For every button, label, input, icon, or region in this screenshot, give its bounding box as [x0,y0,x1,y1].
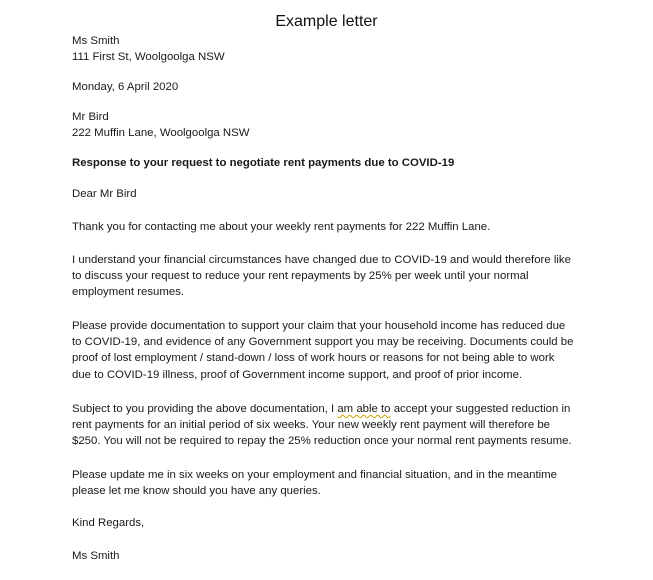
recipient-address: 222 Muffin Lane, Woolgoolga NSW [72,127,250,140]
paragraph-line: I understand your financial circumstances have changed due to COVID-19 and would therefore like [72,254,571,266]
paragraph-line: to discuss your request to reduce your rent repayments by 25% per week until your normal [72,270,529,283]
grammar-flagged-text[interactable]: am able to [337,403,391,415]
paragraph-line: Please update me in six weeks on your employment and financial situation, and in the meantime [72,469,558,481]
paragraph-2 [72,252,612,301]
recipient-block [72,109,612,141]
letter-date [72,79,612,95]
paragraph-line: due to COVID-19 illness, proof of Government income support, and proof of prior income. [72,368,523,381]
salutation [72,186,612,202]
paragraph-4 [72,401,612,450]
paragraph-line: to COVID-19, and evidence of any Government support you may be receiving. Documents could be [72,336,574,349]
line-text: accept your suggested reduction in [390,403,571,415]
paragraph-3 [72,318,612,383]
closing [72,515,612,531]
signature-text: Ms Smith [72,550,120,562]
signature [72,548,612,564]
line-text: Subject to you providing the above documentation, I [72,403,338,415]
paragraph-line: $250. You will not be required to repay the 25% reduction once your normal rent payments resume. [72,435,572,448]
paragraph-line: please let me know should you have any queries. [72,485,321,498]
paragraph-line: Thank you for contacting me about your weekly rent payments for 222 Muffin Lane. [72,221,491,233]
paragraph-line: rent payments for an initial period of six weeks. Your new weekly rent payment will therefore be [72,419,551,432]
closing-text: Kind Regards, [72,517,145,529]
paragraph-line: Please provide documentation to support your claim that your household income has reduced due [72,320,566,332]
paragraph-line: proof of lost employment / stand-down / loss of work hours or reasons for not being able to work [72,352,555,365]
date-text: Monday, 6 April 2020 [72,81,179,93]
subject-text: Response to your request to negotiate rent payments due to COVID-19 [72,157,455,169]
paragraph-line [72,401,612,417]
paragraph-1 [72,219,612,235]
sender-address: 111 First St, Woolgoolga NSW [72,51,225,64]
paragraph-5 [72,467,612,499]
document-title: Example letter [275,13,378,30]
paragraph-line: employment resumes. [72,286,185,299]
salutation-text: Dear Mr Bird [72,188,137,200]
sender-block [72,33,612,65]
recipient-name: Mr Bird [72,111,109,123]
sender-name: Ms Smith [72,35,120,47]
subject-line [72,155,612,171]
